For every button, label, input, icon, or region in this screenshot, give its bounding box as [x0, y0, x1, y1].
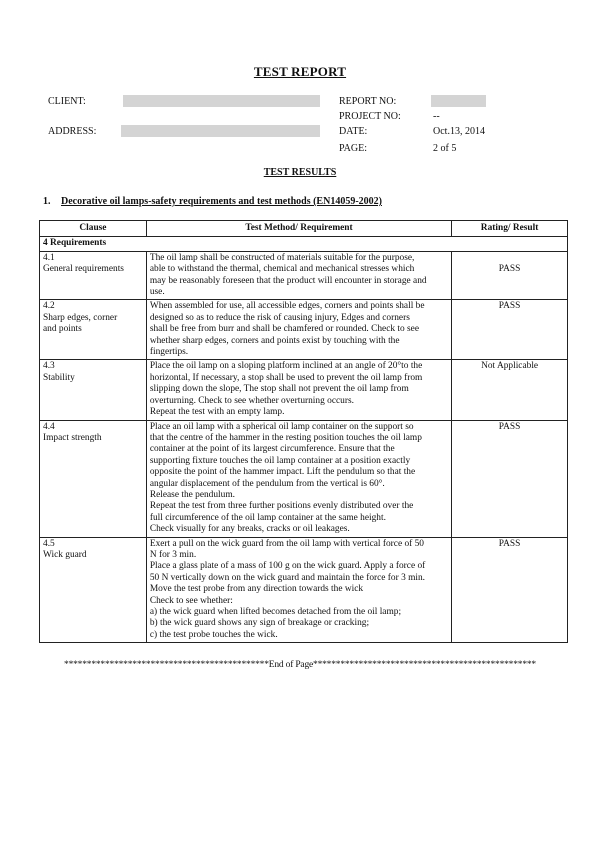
rating-cell [452, 251, 568, 300]
section-number: 1. [43, 196, 51, 207]
method-line: Repeat the test from three further positions evenly distributed over the [149, 501, 414, 512]
address-redaction [121, 125, 320, 137]
group-row [40, 237, 568, 251]
clause-cell [40, 251, 147, 300]
test-results-heading: TEST RESULTS [263, 167, 337, 178]
rating-value: Not Applicable [481, 361, 539, 372]
method-line: 50 N vertically down on the wick guard and maintain the force for 3 min. [149, 572, 426, 583]
section-title: Decorative oil lamps-safety requirements and test methods (EN14059-2002) [61, 196, 382, 207]
section-heading [43, 196, 382, 207]
page-label: PAGE: [339, 143, 367, 154]
column-header-method: Test Method/ Requirement [146, 221, 451, 237]
table-row [40, 251, 568, 300]
requirements-table [39, 220, 568, 643]
method-line: N for 3 min. [149, 549, 197, 560]
method-line: angular displacement of the pendulum from the vertical is 60°. [149, 478, 385, 489]
clause-number: 4.2 [43, 301, 55, 312]
table-row [40, 300, 568, 360]
method-cell [146, 300, 451, 360]
method-line: able to withstand the thermal, chemical and mechanical stresses which [149, 264, 415, 275]
table-row [40, 537, 568, 643]
method-line: overturning. Check to see whether overturning occurs. [149, 395, 354, 406]
method-line: shall be free from burr and shall be chamfered or rounded. Check to see [149, 324, 420, 335]
clause-cell [40, 537, 147, 643]
clause-name-continued: and points [43, 324, 82, 335]
rating-value: PASS [498, 538, 521, 549]
clause-number: 4.1 [43, 252, 55, 263]
method-line: fingertips. [149, 347, 189, 358]
method-line: whether sharp edges, corners and points exist by touching with the [149, 335, 400, 346]
address-label: ADDRESS: [48, 126, 97, 137]
method-line: When assembled for use, all accessible edges, corners and points shall be [149, 301, 425, 312]
clause-name: General requirements [43, 264, 124, 275]
method-line: may be reasonably foreseen that the product will encounter in storage and [149, 275, 427, 286]
client-label: CLIENT: [48, 96, 86, 107]
end-of-page-marker: *********************************************End of Page************************************************* [64, 660, 536, 670]
rating-cell [452, 420, 568, 537]
rating-value: PASS [498, 421, 521, 432]
method-line: Exert a pull on the wick guard from the oil lamp with vertical force of 50 [149, 538, 424, 549]
method-line: Move the test probe from any direction towards the wick [149, 584, 364, 595]
clause-number: 4.3 [43, 361, 55, 372]
table-row [40, 420, 568, 537]
group-label: 4 Requirements [40, 237, 568, 251]
rating-value: PASS [498, 263, 521, 274]
method-line: slipping down the slope, The stop shall not prevent the oil lamp from [149, 384, 409, 395]
table-row [40, 360, 568, 420]
method-line: Place a glass plate of a mass of 100 g on the wick guard. Apply a force of [149, 561, 426, 572]
rating-cell [452, 300, 568, 360]
method-line: container at the point of its largest circumference. Ensure that the [149, 444, 395, 455]
method-line: supporting fixture touches the oil lamp container at a position exactly [149, 455, 411, 466]
clause-number: 4.4 [43, 421, 55, 432]
client-redaction [123, 95, 320, 107]
method-line: b) the wick guard shows any sign of breakage or cracking; [149, 618, 370, 629]
clause-name: Sharp edges, corner [43, 312, 118, 323]
column-header-rating: Rating/ Result [452, 221, 568, 237]
method-line: Check visually for any breaks, cracks or oil leakages. [149, 524, 350, 535]
method-line: Release the pendulum. [149, 489, 235, 500]
method-line: Place an oil lamp with a spherical oil lamp container on the support so [149, 421, 414, 432]
clause-cell [40, 360, 147, 420]
clause-cell [40, 300, 147, 360]
date-value: Oct.13, 2014 [433, 126, 485, 137]
method-line: a) the wick guard when lifted becomes detached from the oil lamp; [149, 607, 402, 617]
rating-cell [452, 537, 568, 643]
date-label: DATE: [339, 126, 368, 137]
table-header-row [40, 221, 568, 237]
method-cell [146, 251, 451, 300]
column-header-clause: Clause [40, 221, 147, 237]
method-line: c) the test probe touches the wick. [149, 629, 278, 640]
method-cell [146, 360, 451, 420]
clause-number: 4.5 [43, 538, 55, 549]
clause-name: Stability [43, 372, 75, 383]
clause-name: Wick guard [43, 549, 87, 560]
method-cell [146, 420, 451, 537]
clause-cell [40, 420, 147, 537]
method-line: use. [149, 287, 165, 298]
report-title: TEST REPORT [253, 64, 347, 79]
project-no-label: PROJECT NO: [339, 111, 401, 122]
method-line: Repeat the test with an empty lamp. [149, 407, 285, 418]
page-value: 2 of 5 [433, 143, 457, 154]
clause-name: Impact strength [43, 432, 102, 443]
method-cell [146, 537, 451, 643]
rating-cell [452, 360, 568, 420]
method-line: designed so as to reduce the risk of causing injury, Edges and corners [149, 312, 410, 323]
method-line: Check to see whether: [149, 595, 233, 606]
rating-value: PASS [498, 301, 521, 312]
method-line: The oil lamp shall be constructed of materials suitable for the purpose, [149, 252, 415, 263]
method-line: opposite the point of the hammer impact. Lift the pendulum so that the [149, 467, 416, 478]
method-line: horizontal, If necessary, a stop shall be used to prevent the oil lamp from [149, 372, 423, 383]
method-line: that the centre of the hammer in the resting position touches the oil lamp [149, 432, 422, 443]
method-line: full circumference of the oil lamp container at the same height. [149, 512, 386, 523]
report-no-label: REPORT NO: [339, 96, 397, 107]
method-line: Place the oil lamp on a sloping platform inclined at an angle of 20°to the [149, 361, 423, 372]
project-no-value: -- [433, 111, 440, 122]
report-no-redaction [431, 95, 486, 107]
